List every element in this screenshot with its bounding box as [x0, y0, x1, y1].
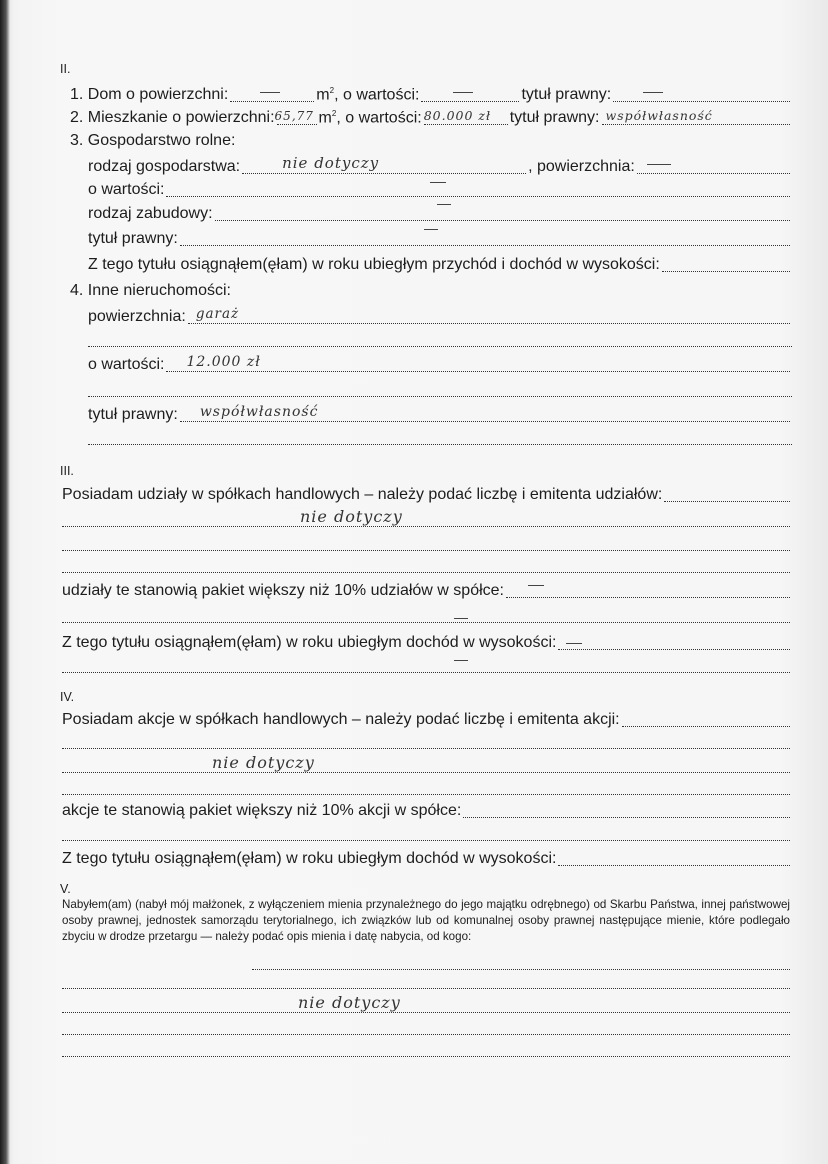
- rodzaj-zabudowy-label: rodzaj zabudowy:: [88, 205, 213, 222]
- rodzaj-gospodarstwa-value: nie dotyczy: [282, 154, 380, 172]
- mieszkanie-tytul-field[interactable]: [602, 108, 791, 125]
- dom-m2-label: $m^2$, o wartości:: [316, 85, 420, 103]
- akcje-value: nie dotyczy: [212, 753, 315, 772]
- inne-wartosc-continuation-line[interactable]: [88, 396, 792, 397]
- mieszkanie-tytul-value: współwłasność: [605, 108, 713, 123]
- mieszkanie-label: 2. Mieszkanie o powierzchni:: [70, 109, 275, 126]
- row-gospodarstwo: [70, 134, 792, 150]
- inne-tytul-label: tytuł prawny:: [88, 406, 178, 423]
- inne-tytul-continuation-line[interactable]: [88, 444, 792, 445]
- mieszkanie-m2-label: $m^2$, o wartości:: [318, 108, 422, 126]
- dom-area-field[interactable]: [230, 89, 314, 102]
- row-gosp-wartosc: [88, 183, 792, 199]
- row-gosp-tytul: [88, 232, 792, 248]
- dom-tytul-label: tytuł prawny:: [521, 86, 612, 103]
- mieszkanie-area-value: 65,77: [274, 109, 314, 123]
- udzialy-value: nie dotyczy: [300, 507, 403, 526]
- nabycie-field[interactable]: [252, 957, 790, 970]
- akcje-pakiet-line[interactable]: [62, 840, 790, 841]
- udzialy-dochod-line[interactable]: [62, 672, 790, 673]
- mieszkanie-value-field[interactable]: [423, 108, 508, 125]
- row-akcje-dochod: [62, 852, 792, 868]
- section-heading-IV: IV.: [60, 690, 75, 704]
- row-akcje: [62, 713, 792, 729]
- row-dom: [70, 85, 792, 104]
- mieszkanie-area-field[interactable]: [274, 109, 317, 125]
- inne-pow-field[interactable]: [188, 306, 790, 324]
- akcje-line-2[interactable]: [62, 753, 790, 773]
- inne-pow-value: garaż: [195, 306, 240, 322]
- powierzchnia-label: , powierzchnia:: [528, 158, 635, 175]
- akcje-line-3[interactable]: [62, 794, 790, 795]
- inne-wartosc-field[interactable]: [166, 354, 790, 372]
- inne-pow-label: powierzchnia:: [88, 308, 186, 325]
- row-rodzaj-zabudowy: [88, 207, 792, 223]
- udzialy-dochod-label: Z tego tytułu osiągnąłem(ęłam) w roku ubiegłym dochód w wysokości:: [62, 634, 557, 651]
- akcje-pakiet-label: akcje te stanowią pakiet większy niż 10% akcji w spółce:: [62, 802, 462, 819]
- akcje-line-1[interactable]: [62, 748, 790, 749]
- gosp-tytul-label: tytuł prawny:: [88, 230, 178, 247]
- row-akcje-pakiet: [62, 804, 792, 820]
- row-inne: [70, 284, 792, 300]
- row-inne-wartosc: [88, 354, 792, 374]
- nabycie-value: nie dotyczy: [298, 993, 401, 1012]
- udzialy-label: Posiadam udziały w spółkach handlowych – należy podać liczbę i emitenta udziałów:: [62, 486, 663, 503]
- akcje-label: Posiadam akcje w spółkach handlowych – należy podać liczbę i emitenta akcji:: [62, 711, 620, 728]
- udzialy-dochod-field[interactable]: [558, 637, 790, 650]
- inne-tytul-value: współwłasność: [199, 404, 319, 420]
- section-heading-III: III.: [60, 464, 74, 478]
- dom-value-field[interactable]: [421, 89, 519, 102]
- inne-wartosc-label: o wartości:: [88, 356, 165, 373]
- dom-tytul-field[interactable]: [613, 89, 790, 102]
- nabycie-text: Nabyłem(am) (nabył mój małżonek, z wyłączeniem mienia przynależnego do jego majątku odrębnego) od Skarbu Państwa, innej państwowej osoby prawnej, jednostek samorządu terytorialnego, ich związków lub od komunalnej osoby prawnej następujące mienie, które podlegało zbyciu w drodze przetargu — należy podać opis mienia i datę nabycia, od kogo:: [62, 898, 790, 943]
- powierzchnia-field[interactable]: [637, 161, 790, 174]
- gosp-tytul-field[interactable]: [180, 233, 790, 246]
- section-heading-II: II.: [60, 62, 71, 76]
- akcje-pakiet-field[interactable]: [463, 805, 790, 818]
- row-rodzaj-gospodarstwa: [88, 154, 792, 176]
- udzialy-line-3[interactable]: [62, 572, 790, 573]
- nabycie-line-1[interactable]: [62, 988, 790, 989]
- udzialy-pakiet-line[interactable]: [62, 622, 790, 623]
- udzialy-line-2[interactable]: [62, 550, 790, 551]
- akcje-field[interactable]: [622, 714, 790, 727]
- udzialy-pakiet-label: udziały te stanowią pakiet większy niż 10% udziałów w spółce:: [62, 582, 504, 599]
- rodzaj-gospodarstwa-label: rodzaj gospodarstwa:: [88, 158, 241, 175]
- section-heading-V: V.: [60, 882, 71, 896]
- rodzaj-gospodarstwa-field[interactable]: [242, 154, 526, 174]
- akcje-dochod-label: Z tego tytułu osiągnąłem(ęłam) w roku ubiegłym dochód w wysokości:: [62, 850, 557, 867]
- row-udzialy: [62, 488, 792, 504]
- gosp-przychod-field[interactable]: [662, 259, 790, 272]
- udzialy-line-1[interactable]: [62, 507, 790, 527]
- row-nabycie: [62, 956, 792, 972]
- nabycie-line-3[interactable]: [62, 1034, 790, 1035]
- gosp-przychod-label: Z tego tytułu osiągnąłem(ęłam) w roku ubiegłym przychód i dochód w wysokości:: [88, 256, 660, 273]
- udzialy-field[interactable]: [664, 489, 790, 502]
- row-inne-pow: [88, 306, 792, 326]
- nabycie-line-4[interactable]: [62, 1056, 790, 1057]
- nabycie-line-2[interactable]: [62, 993, 790, 1013]
- dom-label: 1. Dom o powierzchni:: [70, 86, 229, 103]
- udzialy-pakiet-field[interactable]: [506, 585, 790, 598]
- row-udzialy-pakiet: [62, 584, 792, 600]
- inne-pow-continuation-line[interactable]: [88, 346, 792, 347]
- row-mieszkanie: [70, 108, 792, 127]
- mieszkanie-tytul-label: tytuł prawny:: [509, 109, 600, 126]
- gosp-wartosc-field[interactable]: [166, 184, 790, 197]
- row-inne-tytul: [88, 404, 792, 424]
- row-gosp-przychod: [88, 258, 792, 274]
- inne-nieruchomosci-label: 4. Inne nieruchomości:: [70, 282, 231, 299]
- gosp-wartosc-label: o wartości:: [88, 181, 165, 198]
- rodzaj-zabudowy-field[interactable]: [215, 208, 790, 221]
- akcje-dochod-field[interactable]: [558, 853, 790, 866]
- inne-wartosc-value: 12.000 zł: [186, 354, 261, 370]
- gospodarstwo-label: 3. Gospodarstwo rolne:: [70, 132, 236, 149]
- mieszkanie-value: 80.000 zł: [423, 108, 492, 123]
- inne-tytul-field[interactable]: [180, 404, 790, 422]
- row-udzialy-dochod: [62, 636, 792, 652]
